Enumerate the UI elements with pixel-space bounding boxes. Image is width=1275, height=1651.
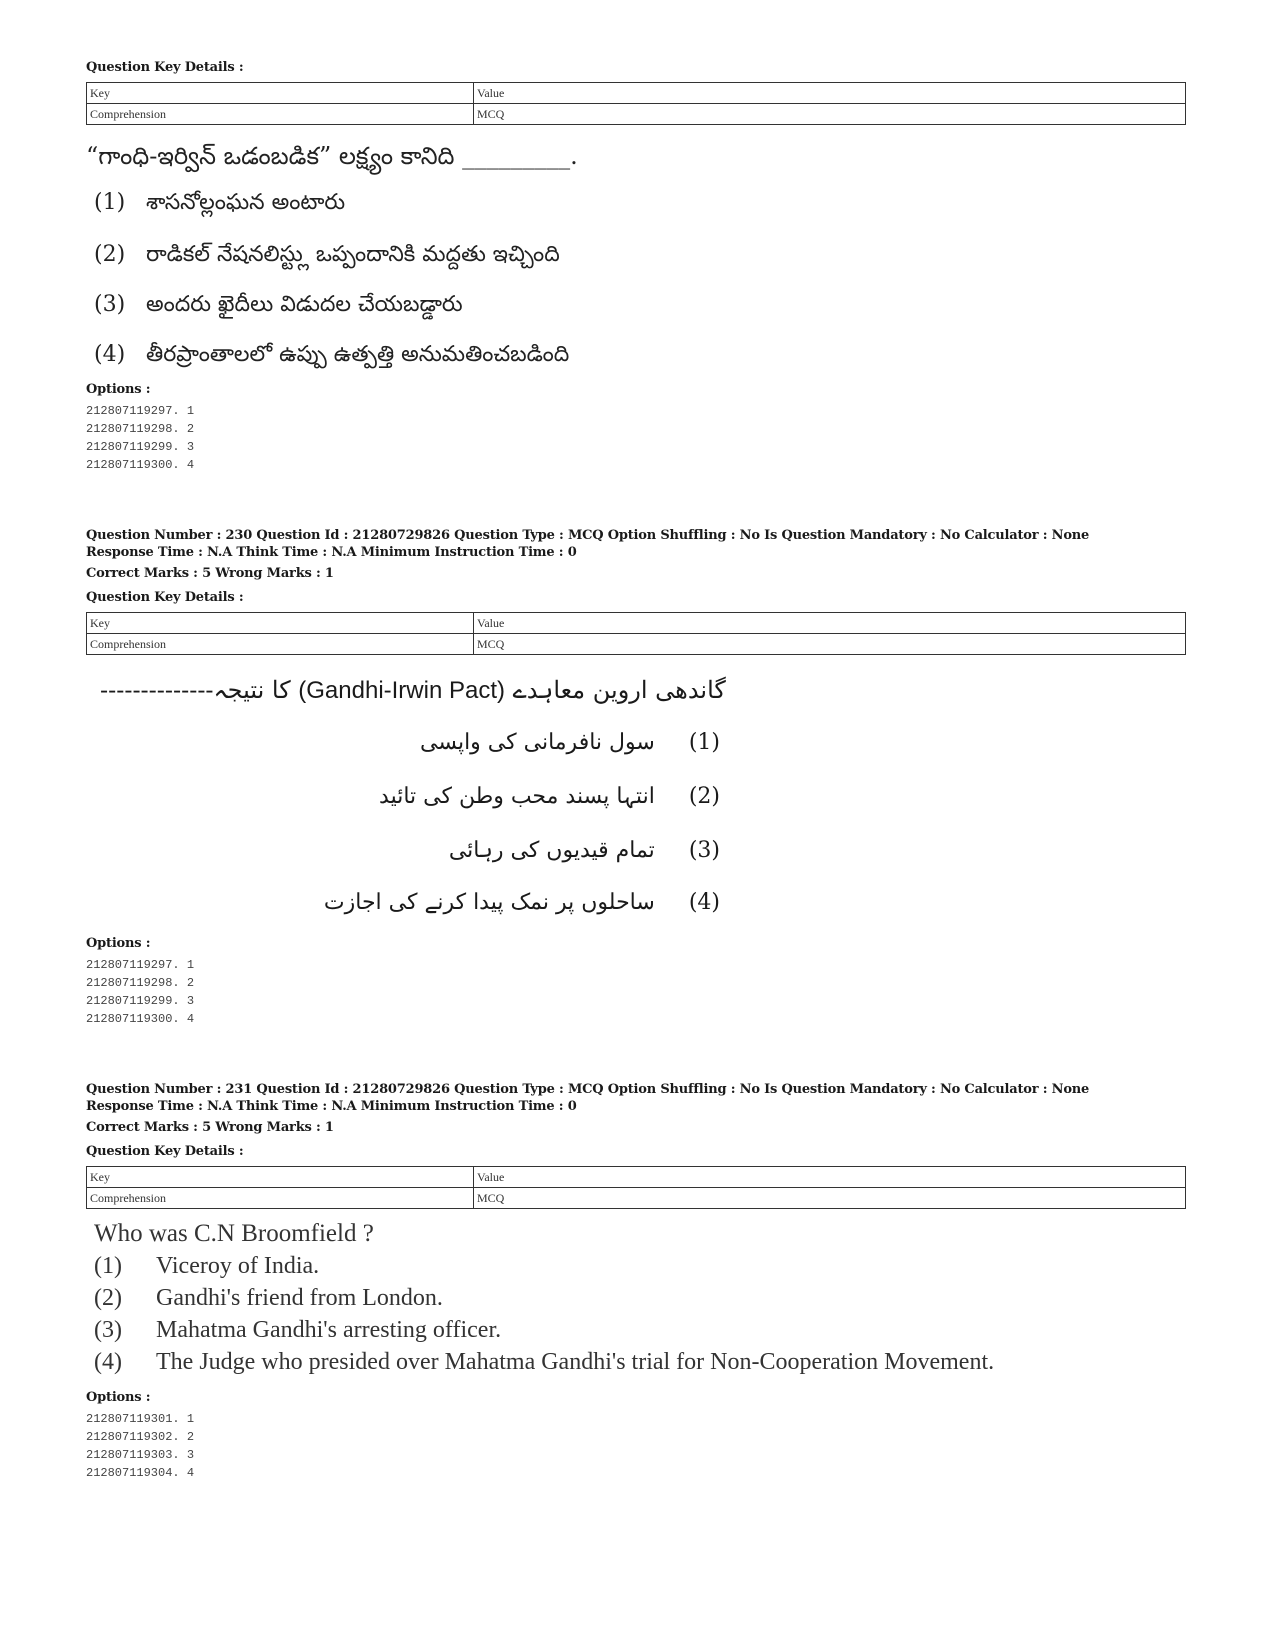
option-text: అందరు ఖైదీలు విడుదల చేయబడ్డారు	[146, 292, 463, 317]
option-number: (2)	[688, 784, 720, 809]
table-cell: MCQ	[474, 104, 1186, 125]
option-number: (2)	[94, 242, 126, 267]
question-meta: Response Time : N.A Think Time : N.A Minimum Instruction Time : 0	[86, 1099, 577, 1114]
key-details-label: Question Key Details :	[86, 60, 244, 75]
table-row	[87, 613, 1186, 634]
option-id: 212807119300. 4	[86, 458, 195, 472]
option-item	[94, 1317, 501, 1344]
table-row	[87, 83, 1186, 104]
table-cell: Value	[474, 1167, 1186, 1188]
question-english: (Gandhi-Irwin Pact)	[298, 677, 505, 704]
marks-line: Correct Marks : 5 Wrong Marks : 1	[86, 1120, 334, 1135]
key-details-table	[86, 82, 1186, 125]
option-item	[94, 1253, 319, 1280]
option-text: تمام قیدیوں کی رہائی	[448, 838, 655, 863]
option-text: రాడికల్ నేషనలిస్ట్లు ఒప్పందానికి మద్దతు ఇచ్చింది	[146, 242, 560, 267]
option-item	[380, 730, 720, 755]
question-meta: Question Number : 231 Question Id : 21280729826 Question Type : MCQ Option Shuffling : No Is Question Mandatory : No Calculator : None	[86, 1082, 1090, 1097]
table-row	[87, 104, 1186, 125]
option-id: 212807119299. 3	[86, 440, 195, 454]
option-number: (1)	[94, 190, 126, 215]
option-text: ساحلوں پر نمک پیدا کرنے کی اجازت	[323, 890, 655, 915]
option-number: (1)	[94, 1253, 122, 1279]
option-id: 212807119298. 2	[86, 422, 195, 436]
option-text: Gandhi's friend from London.	[156, 1285, 443, 1311]
options-label: Options :	[86, 1390, 151, 1405]
question-text: “గాంధి-ఇర్విన్ ఒడంబడిక” లక్ష్యం కానిది _________.	[86, 142, 578, 170]
option-id: 212807119301. 1	[86, 1412, 195, 1426]
option-number: (4)	[688, 890, 720, 915]
table-cell: Key	[87, 83, 474, 104]
table-cell: Comprehension	[87, 1188, 474, 1209]
table-cell: MCQ	[474, 1188, 1186, 1209]
option-ids	[86, 1410, 194, 1482]
option-number: (3)	[94, 292, 126, 317]
option-text: The Judge who presided over Mahatma Gandhi's trial for Non-Cooperation Movement.	[156, 1349, 995, 1375]
option-text: శాసనోల్లంఘన అంటారు	[146, 190, 346, 215]
option-id: 212807119299. 3	[86, 994, 195, 1008]
option-text: سول نافرمانی کی واپسی	[419, 730, 655, 755]
option-id: 212807119304. 4	[86, 1466, 195, 1480]
options-label: Options :	[86, 382, 151, 397]
option-text: Viceroy of India.	[156, 1253, 320, 1279]
option-item	[94, 190, 345, 220]
key-details-table	[86, 612, 1186, 655]
option-id: 212807119297. 1	[86, 404, 195, 418]
option-text: Mahatma Gandhi's arresting officer.	[156, 1317, 502, 1343]
table-row	[87, 1167, 1186, 1188]
option-item	[300, 890, 720, 915]
option-text: తీరప్రాంతాలలో ఉప్పు ఉత్పత్తి అనుమతించబడింది	[146, 342, 570, 367]
question-meta: Response Time : N.A Think Time : N.A Minimum Instruction Time : 0	[86, 545, 577, 560]
option-number: (3)	[94, 1317, 122, 1343]
option-id: 212807119302. 2	[86, 1430, 195, 1444]
question-meta: Question Number : 230 Question Id : 21280729826 Question Type : MCQ Option Shuffling : No Is Question Mandatory : No Calculator : None	[86, 528, 1090, 543]
option-number: (1)	[688, 730, 720, 755]
option-number: (4)	[94, 342, 126, 367]
table-row	[87, 634, 1186, 655]
table-cell: Key	[87, 1167, 474, 1188]
option-id: 212807119298. 2	[86, 976, 195, 990]
question-urdu-pre: گاندھی اروین معاہدے	[512, 676, 726, 704]
option-item	[94, 292, 463, 322]
option-item	[94, 342, 569, 372]
question-urdu-post: کا نتیجہ	[213, 676, 291, 704]
option-number: (2)	[94, 1285, 122, 1311]
table-cell: Comprehension	[87, 104, 474, 125]
option-number: (4)	[94, 1349, 122, 1375]
option-id: 212807119303. 3	[86, 1448, 195, 1462]
option-ids	[86, 956, 194, 1028]
question-text	[100, 676, 726, 705]
table-cell: MCQ	[474, 634, 1186, 655]
options-label: Options :	[86, 936, 151, 951]
option-text: انتہا پسند محب وطن کی تائید	[379, 784, 655, 809]
option-ids	[86, 402, 194, 474]
key-details-label: Question Key Details :	[86, 590, 244, 605]
option-item	[94, 1285, 443, 1312]
table-cell: Key	[87, 613, 474, 634]
option-number: (3)	[688, 838, 720, 863]
key-details-label: Question Key Details :	[86, 1144, 244, 1159]
option-item	[94, 1349, 994, 1376]
option-item	[94, 242, 560, 272]
option-item	[380, 838, 720, 863]
marks-line: Correct Marks : 5 Wrong Marks : 1	[86, 566, 334, 581]
key-details-table	[86, 1166, 1186, 1209]
table-cell: Value	[474, 613, 1186, 634]
option-id: 212807119300. 4	[86, 1012, 195, 1026]
table-row	[87, 1188, 1186, 1209]
option-item	[380, 784, 720, 809]
question-blank: --------------	[100, 676, 214, 704]
option-id: 212807119297. 1	[86, 958, 195, 972]
table-cell: Value	[474, 83, 1186, 104]
table-cell: Comprehension	[87, 634, 474, 655]
question-text: Who was C.N Broomfield ?	[94, 1220, 374, 1247]
